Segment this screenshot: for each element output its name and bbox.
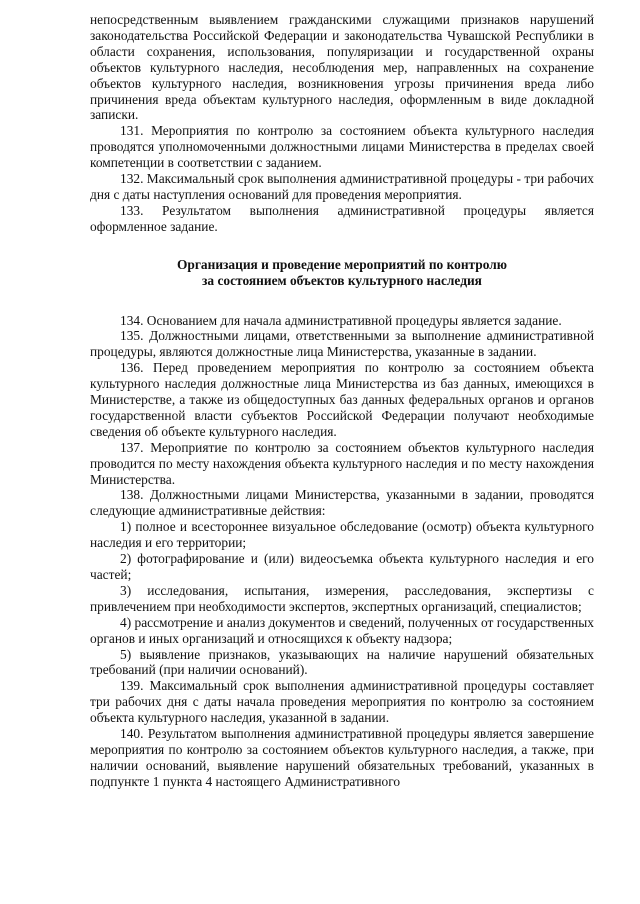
list-item-4: 4) рассмотрение и анализ документов и сведений, полученных от государственных органов и иных организаций и относящихся к объекту надзора; [90,614,594,646]
list-item-5: 5) выявление признаков, указывающих на наличие нарушений обязательных требований (при наличии оснований). [90,646,594,678]
paragraph-138: 138. Должностными лицами Министерства, указанными в задании, проводятся следующие административные действия: [90,487,594,519]
paragraphs-top [90,12,594,235]
document-page [90,12,594,790]
list-item-1: 1) полное и всестороннее визуальное обследование (осмотр) объекта культурного наследия и его территории; [90,519,594,551]
paragraph-134: 134. Основанием для начала административной процедуры является задание. [120,312,562,328]
list-item-2: 2) фотографирование и (или) видеосъемка объекта культурного наследия и его частей; [90,551,594,582]
paragraph-137: 137. Мероприятие по контролю за состоянием объектов культурного наследия проводится по месту нахождения объекта культурного наследия и по месту нахождения Министерства. [90,439,594,487]
paragraph-132: 132. Максимальный срок выполнения административной процедуры - три рабочих дня с даты наступления оснований для проведения мероприятия. [90,171,594,202]
list-item-3: 3) исследования, испытания, измерения, расследования, экспертизы с привлечением при необходимости экспертов, экспертных организаций, специалистов; [90,582,594,614]
paragraph-139: 139. Максимальный срок выполнения административной процедуры составляет три рабочих дня с даты начала проведения мероприятия по контролю за состоянием объекта культурного наследия, указанной в задании. [90,678,594,726]
section-heading-line-1: Организация и проведение мероприятий по контролю [176,256,508,272]
section-heading [90,257,594,289]
paragraph-135: 135. Должностными лицами, ответственными за выполнение административной процедуры, являются должностные лица Министерства, указанные в задании. [90,328,594,360]
paragraph-133: 133. Результатом выполнения административной процедуры является оформленное задание. [90,202,594,234]
paragraph-131: 131. Мероприятия по контролю за состоянием объекта культурного наследия проводятся уполномоченными должностными лицами Министерства в пределах своей компетенции в соответствии с заданием. [90,123,594,171]
paragraph-140: 140. Результатом выполнения административной процедуры является завершение мероприятия по контролю за состоянием объектов культурного наследия, а также, при наличии оснований, выявление нарушений обязательных требований, указанных в подпункте 1 пункта 4 настоящего Административного [90,726,594,789]
paragraph-136: 136. Перед проведением мероприятия по контролю за состоянием объекта культурного наследия должностные лица Министерства из баз данных, имеющихся в Министерстве, а также из общедоступных баз данных федеральных органов и органов государственной власти субъектов Российской Федерации получают необходимые сведения об объекте культурного наследия. [90,360,594,439]
paragraph: непосредственным выявлением гражданскими служащими признаков нарушений законодательства Российской Федерации и законодательства Чувашской Республики в области сохранения, использования, популяризации и государственной охраны объектов культурного наследия, несоблюдения мер, направленных на сохранение объектов культурного наследия, возникновения угрозы причинения вреда либо причинения вреда объектам культурного наследия, оформленным в виде докладной записки. [90,12,594,123]
paragraphs-bottom [90,313,594,790]
section-heading-line-2: за состоянием объектов культурного наследия [202,272,482,288]
